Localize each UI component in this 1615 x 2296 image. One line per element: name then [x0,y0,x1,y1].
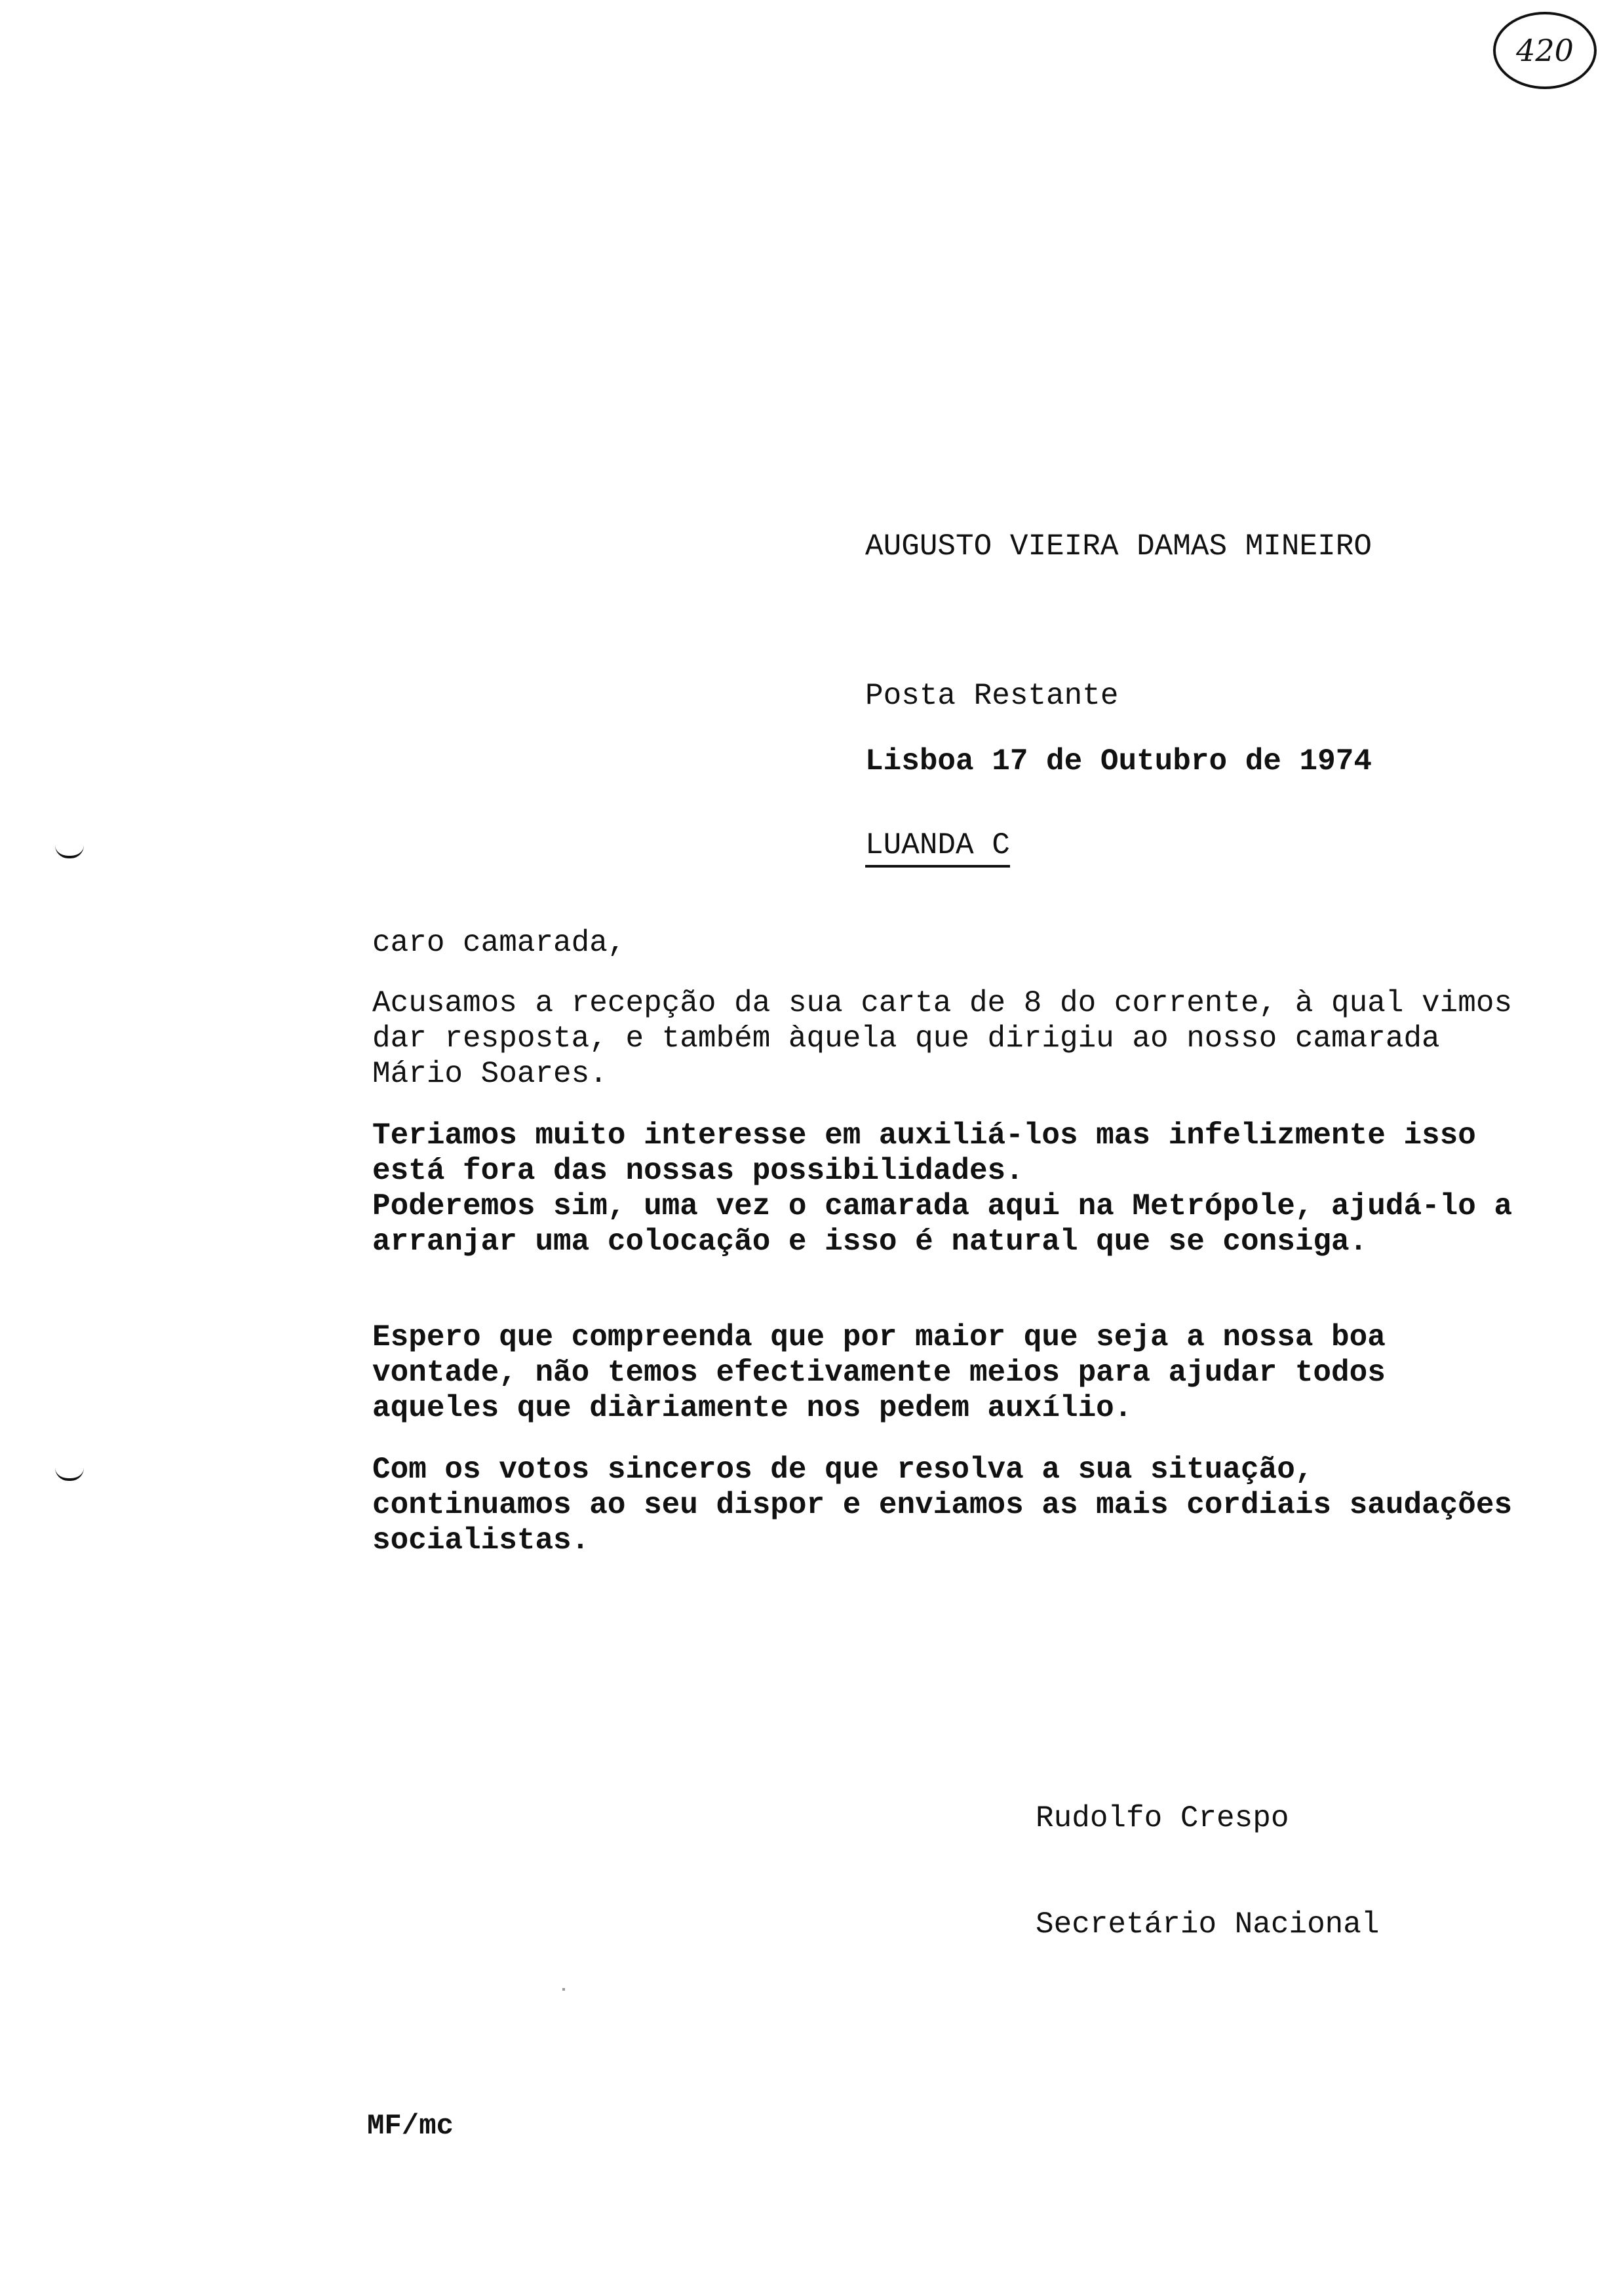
margin-mark [55,1468,84,1481]
signatory-title: Secretário Nacional [1036,1907,1380,1942]
archive-number: 420 [1516,33,1574,68]
paragraph-4: Com os votos sinceros de que resolva a sua situação, continuamos ao seu dispor e enviamos as mais cordiais saudações socialistas. [372,1453,1530,1558]
recipient-name: AUGUSTO VIEIRA DAMAS MINEIRO [865,529,1372,564]
recipient-address [865,422,1372,970]
reference-initials: MF/mc [367,2110,454,2143]
archive-number-stamp [1493,12,1597,89]
salutation: caro camarada, [372,926,626,960]
recipient-address-line: Posta Restante [865,679,1119,713]
paragraph-1: Acusamos a recepção da sua carta de 8 do corrente, à qual vimos dar resposta, e também àquela que dirigiu ao nosso camarada Mário Soares. [372,986,1530,1091]
signature-block [1036,1730,1380,2013]
stray-mark [562,1988,565,1991]
paragraph-3: Espero que compreenda que por maior que seja a nossa boa vontade, não temos efectivamente meios para ajudar todos aqueles que diàriamente nos pedem auxílio. [372,1320,1404,1425]
signatory-name: Rudolfo Crespo [1036,1801,1289,1835]
margin-mark [55,845,84,858]
paragraph-2: Teriamos muito interesse em auxiliá-los mas infelizmente isso está fora das nossas possibilidades. Poderemos sim, uma vez o camarada aqui na Metrópole, ajudá-lo a arranjar uma colocação e isso é natural que se consiga. [372,1119,1513,1259]
recipient-city: LUANDA C [865,826,1010,868]
dateline: Lisboa 17 de Outubro de 1974 [865,744,1372,778]
